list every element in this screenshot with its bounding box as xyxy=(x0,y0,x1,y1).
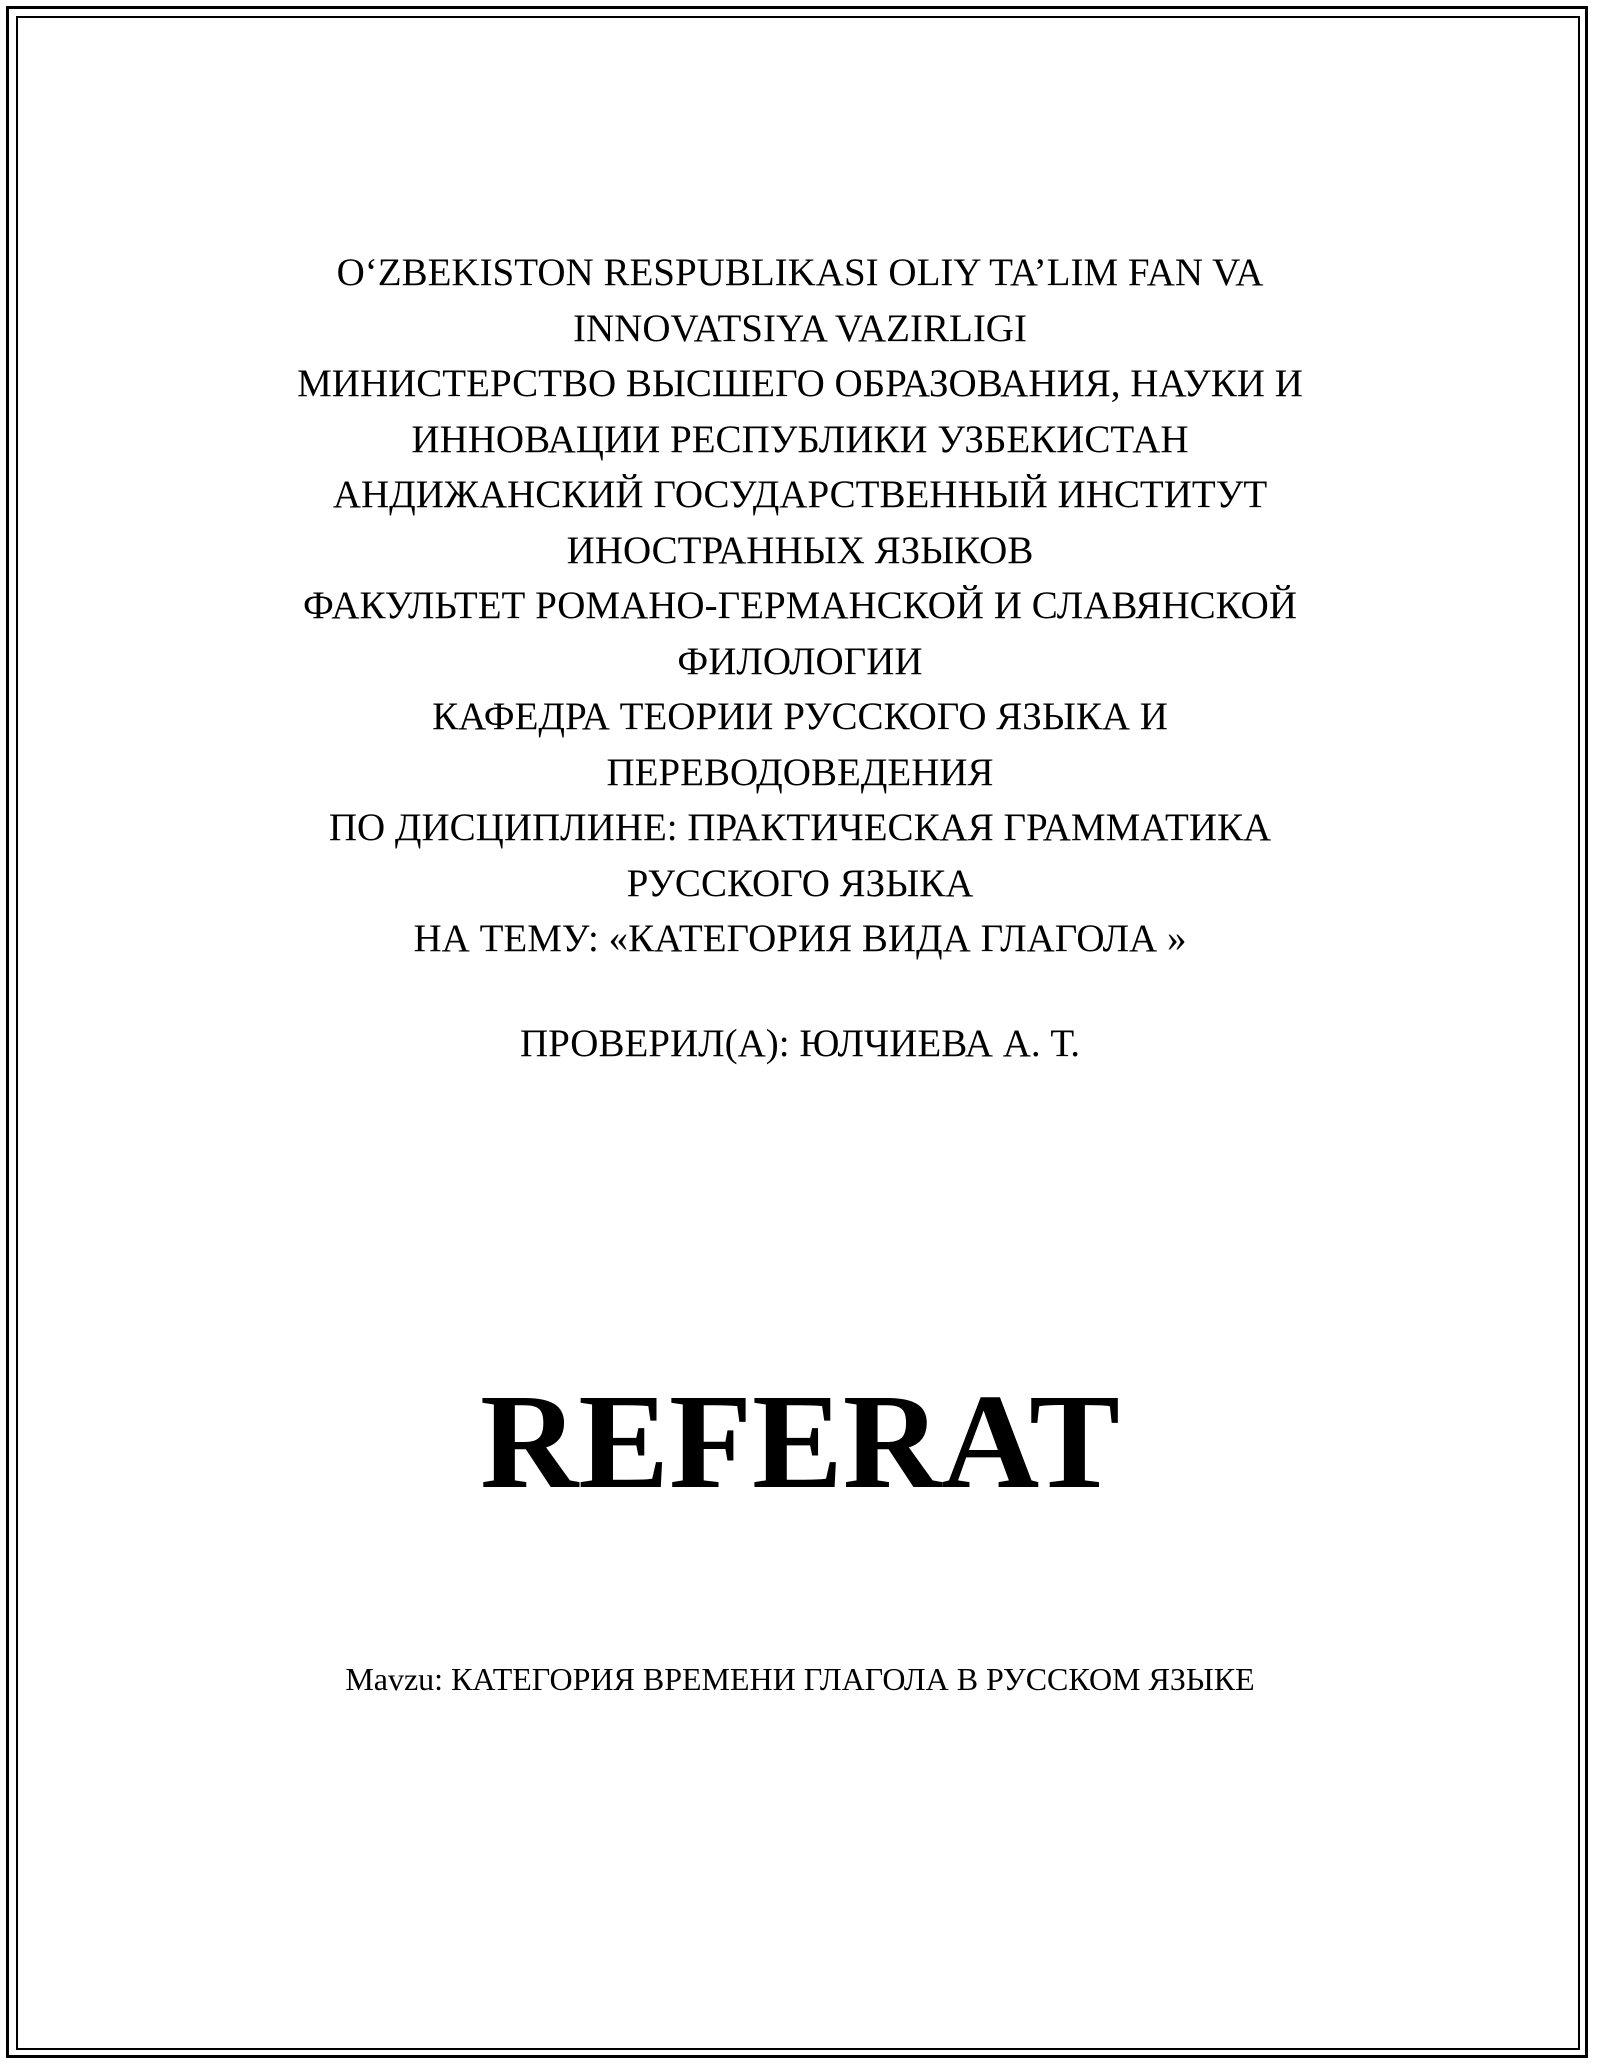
header-line: АНДИЖАНСКИЙ ГОСУДАРСТВЕННЫЙ ИНСТИТУТ xyxy=(332,473,1268,516)
header-line: ИНОСТРАННЫХ ЯЗЫКОВ xyxy=(566,528,1034,572)
checked-by-line: ПРОВЕРИЛ(А): ЮЛЧИЕВА А. Т. xyxy=(519,1022,1081,1065)
header-line: КАФЕДРА ТЕОРИИ РУССКОГО ЯЗЫКА И xyxy=(432,695,1168,738)
header-line: ПО ДИСЦИПЛИНЕ: ПРАКТИЧЕСКАЯ ГРАММАТИКА xyxy=(328,806,1272,849)
header-line: ИННОВАЦИИ РЕСПУБЛИКИ УЗБЕКИСТАН xyxy=(411,417,1189,461)
header-line: ФАКУЛЬТЕТ РОМАНО-ГЕРМАНСКОЙ И СЛАВЯНСКОЙ xyxy=(303,584,1297,627)
header-line: ПЕРЕВОДОВЕДЕНИЯ xyxy=(606,750,994,794)
header-line: НА ТЕМУ: «КАТЕГОРИЯ ВИДА ГЛАГОЛА » xyxy=(413,917,1187,960)
header-line: РУССКОГО ЯЗЫКА xyxy=(626,861,974,905)
header-line: МИНИСТЕРСТВО ВЫСШЕГО ОБРАЗОВАНИЯ, НАУКИ И xyxy=(297,362,1303,405)
document-title: REFERAT xyxy=(480,1367,1120,1517)
header-line: INNOVATSIYA VAZIRLIGI xyxy=(573,306,1027,350)
topic-line: Mavzu: КАТЕГОРИЯ ВРЕМЕНИ ГЛАГОЛА В РУССКОМ ЯЗЫКЕ xyxy=(345,1661,1255,1697)
header-line: O‘ZBEKISTON RESPUBLIKASI OLIY TA’LIM FAN VA xyxy=(336,251,1264,294)
institution-header xyxy=(0,245,1600,967)
header-line: ФИЛОЛОГИИ xyxy=(677,639,923,683)
